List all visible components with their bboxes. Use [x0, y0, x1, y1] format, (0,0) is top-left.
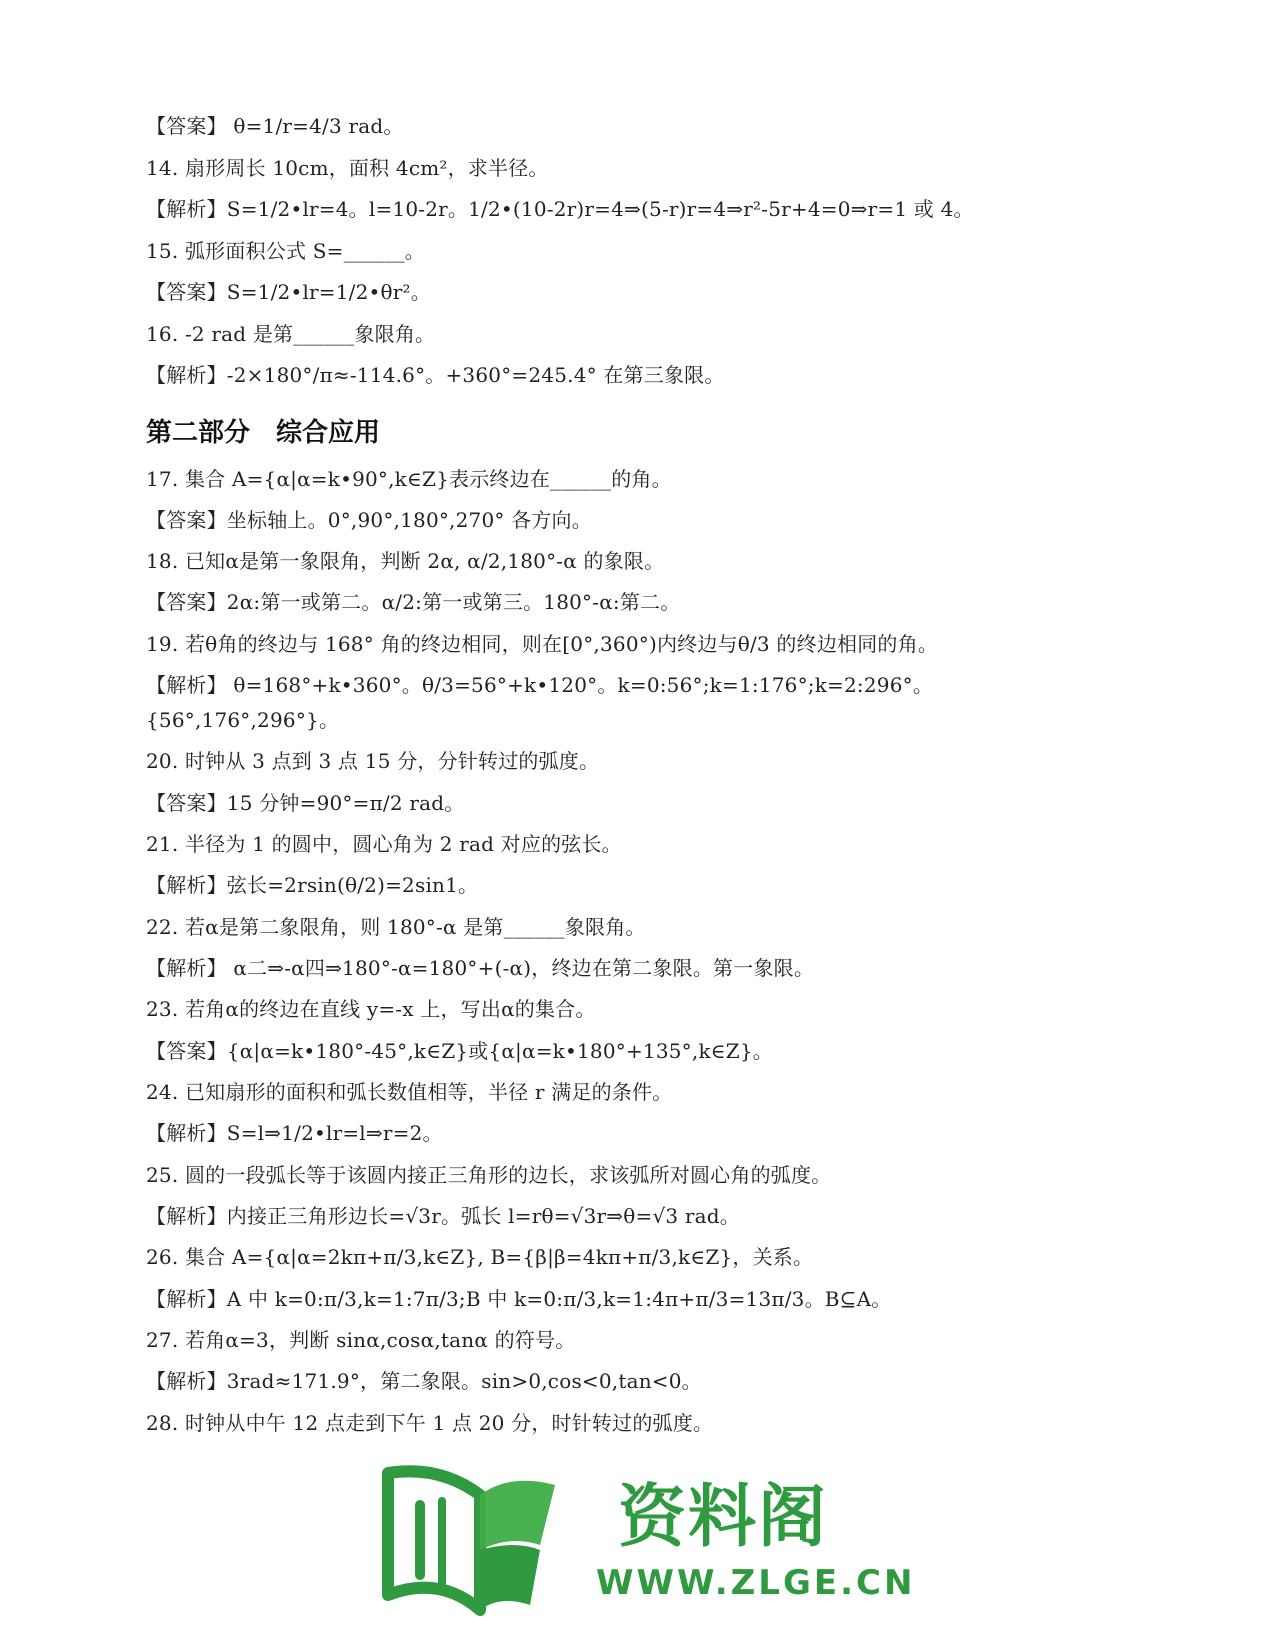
- question-24: 24. 已知扇形的面积和弧长数值相等，半径 r 满足的条件。: [146, 1080, 673, 1104]
- answer-20: 【答案】15 分钟=90°=π/2 rad。: [146, 791, 465, 815]
- analysis-24: 【解析】S=l⇒1/2•lr=l⇒r=2。: [146, 1121, 443, 1145]
- answer-18: 【答案】2α:第一或第二。α/2:第一或第三。180°-α:第二。: [146, 590, 681, 614]
- question-19: 19. 若θ角的终边与 168° 角的终边相同，则在[0°,360°)内终边与θ/3 的终边相同的角。: [146, 632, 939, 656]
- question-15: 15. 弧形面积公式 S=______。: [146, 239, 425, 263]
- watermark-title: 资料阁: [618, 1478, 829, 1557]
- question-28: 28. 时钟从中午 12 点走到下午 1 点 20 分，时针转过的弧度。: [146, 1411, 714, 1435]
- question-16: 16. -2 rad 是第______象限角。: [146, 322, 436, 346]
- analysis-14: 【解析】S=1/2•lr=4。l=10-2r。1/2•(10-2r)r=4⇒(5-r)r=4⇒r²-5r+4=0⇒r=1 或 4。: [146, 197, 974, 221]
- answer-15: 【答案】S=1/2•lr=1/2•θr²。: [146, 280, 431, 304]
- analysis-22: 【解析】 α二⇒-α四⇒180°-α=180°+(-α)，终边在第二象限。第一象限。: [146, 956, 815, 980]
- question-25: 25. 圆的一段弧长等于该圆内接正三角形的边长，求该弧所对圆心角的弧度。: [146, 1163, 832, 1187]
- question-22: 22. 若α是第二象限角，则 180°-α 是第______象限角。: [146, 915, 646, 939]
- book-logo-icon: [380, 1455, 580, 1625]
- analysis-21: 【解析】弦长=2rsin(θ/2)=2sin1。: [146, 873, 479, 897]
- analysis-26: 【解析】A 中 k=0:π/3,k=1:7π/3;B 中 k=0:π/3,k=1:4π+π/3=13π/3。B⊆A。: [146, 1287, 892, 1311]
- analysis-25: 【解析】内接正三角形边长=√3r。弧长 l=rθ=√3r⇒θ=√3 rad。: [146, 1204, 740, 1228]
- question-21: 21. 半径为 1 的圆中，圆心角为 2 rad 对应的弦长。: [146, 832, 622, 856]
- question-26: 26. 集合 A={α|α=2kπ+π/3,k∈Z}, B={β|β=4kπ+π/3,k∈Z}，关系。: [146, 1245, 814, 1269]
- question-14: 14. 扇形周长 10cm，面积 4cm²，求半径。: [146, 156, 549, 180]
- watermark-url: WWW.ZLGE.CN: [596, 1563, 916, 1603]
- analysis-19: 【解析】 θ=168°+k•360°。θ/3=56°+k•120°。k=0:56°;k=1:176°;k=2:296°。: [146, 673, 934, 697]
- answer-23: 【答案】{α|α=k•180°-45°,k∈Z}或{α|α=k•180°+135°,k∈Z}。: [146, 1039, 773, 1063]
- question-20: 20. 时钟从 3 点到 3 点 15 分，分针转过的弧度。: [146, 749, 600, 773]
- question-27: 27. 若角α=3，判断 sinα,cosα,tanα 的符号。: [146, 1328, 576, 1352]
- watermark: [400, 1455, 916, 1625]
- analysis-19-cont: {56°,176°,296°}。: [146, 708, 340, 732]
- question-18: 18. 已知α是第一象限角，判断 2α, α/2,180°-α 的象限。: [146, 549, 665, 573]
- analysis-16: 【解析】-2×180°/π≈-114.6°。+360°=245.4° 在第三象限。: [146, 363, 725, 387]
- question-17: 17. 集合 A={α|α=k•90°,k∈Z}表示终边在______的角。: [146, 467, 672, 491]
- answer-17: 【答案】坐标轴上。0°,90°,180°,270° 各方向。: [146, 508, 592, 532]
- analysis-27: 【解析】3rad≈171.9°，第二象限。sin>0,cos<0,tan<0。: [146, 1369, 702, 1393]
- section-title: 第二部分 综合应用: [146, 418, 381, 448]
- question-23: 23. 若角α的终边在直线 y=-x 上，写出α的集合。: [146, 997, 596, 1021]
- answer-13: 【答案】 θ=1/r=4/3 rad。: [146, 114, 404, 138]
